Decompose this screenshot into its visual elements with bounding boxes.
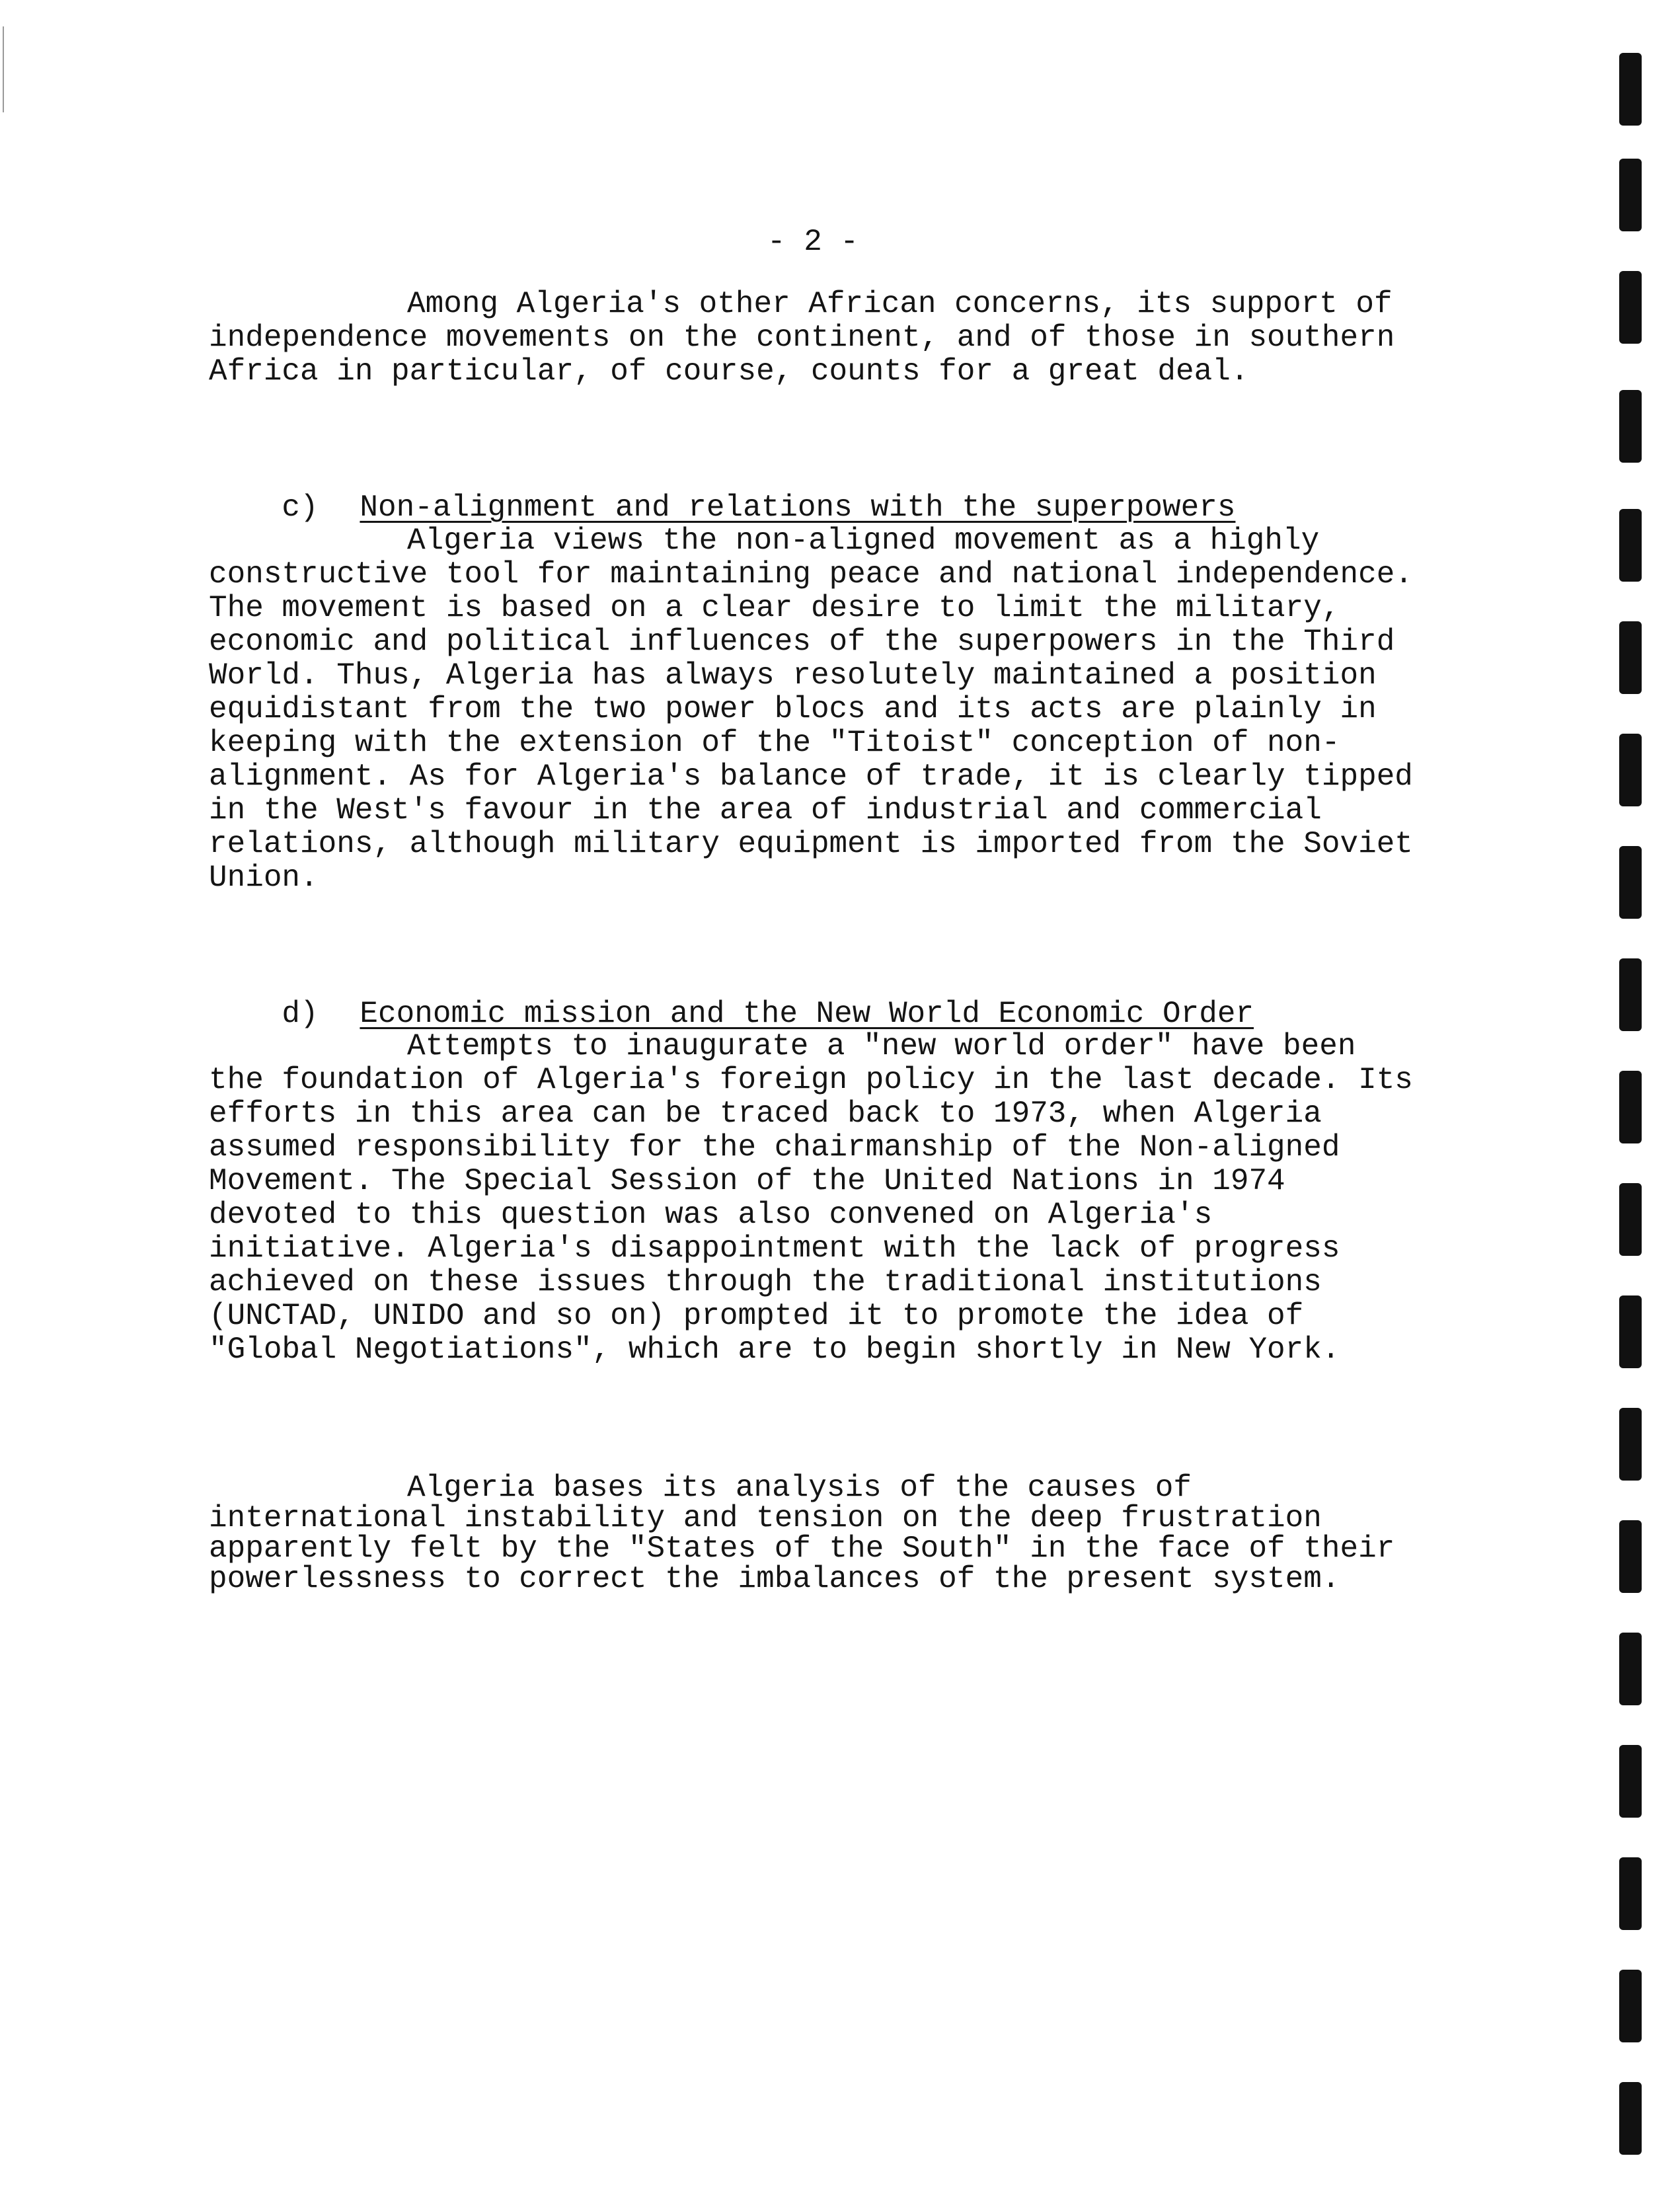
sprocket-hole [1619,53,1642,126]
paragraph-non-alignment [209,524,1418,895]
sprocket-hole [1619,1520,1642,1593]
section-title: Economic mission and the New World Economic Order [360,997,1254,1031]
sprocket-hole [1619,734,1642,806]
sprocket-hole [1619,271,1642,344]
sprocket-hole [1619,1745,1642,1818]
sprocket-hole [1619,958,1642,1031]
film-sprocket-strip [1619,40,1646,2194]
sprocket-hole [1619,1295,1642,1368]
sprocket-hole [1619,1970,1642,2042]
sprocket-hole [1619,390,1642,463]
sprocket-hole [1619,159,1642,231]
paragraph-text: Attempts to inaugurate a "new world order" have been the foundation of Algeria's foreign policy in the last decade. Its efforts in this area can be traced back to 1973, when Algeria assumed responsibility for the chairmanship of the Non-aligned Movement. The Special Session of the United Nations in 1974 devoted to this question was also convened on Algeria's initiative. Algeria's disappointment with the lack of progress achieved on these issues through the traditional institutions (UNCTAD, UNIDO and so on) prompted it to promote the idea of "Global Negotiations", which are to begin shortly in New York. [209,1029,1413,1367]
paragraph-african-concerns [209,288,1418,389]
paragraph-instability [209,1473,1418,1594]
section-letter: c) [282,490,319,525]
sprocket-hole [1619,1071,1642,1143]
section-title: Non-alignment and relations with the superpowers [360,490,1236,525]
sprocket-hole [1619,509,1642,582]
sprocket-hole [1619,621,1642,694]
scan-edge-line [3,26,4,112]
paragraph-text: Among Algeria's other African concerns, its support of independence movements on the continent, and of those in southern Africa in particular, of course, counts for a great deal. [209,287,1395,389]
sprocket-hole [1619,846,1642,919]
sprocket-hole [1619,1633,1642,1705]
page-number: - 2 - [767,225,859,259]
sprocket-hole [1619,1183,1642,1256]
paragraph-text: Algeria views the non-aligned movement as a highly constructive tool for maintaining peace and national independence. The movement is based on a clear desire to limit the military, economic and political influences of the superpowers in the Third World. Thus, Algeria has always resolutely maintained a position equidistant from the two power blocs and its acts are plainly in keeping with the extension of the "Titoist" conception of non-alignment. As for Algeria's balance of trade, it is clearly tipped in the West's favour in the area of industrial and commercial relations, although military equipment is imported from the Soviet Union. [209,523,1413,895]
sprocket-hole [1619,2082,1642,2155]
paragraph-text: Algeria bases its analysis of the causes of international instability and tension on the deep frustration apparently felt by the "States of the South" in the face of their powerlessness to correct the imbalances of the present system. [209,1471,1395,1596]
sprocket-hole [1619,1408,1642,1481]
sprocket-hole [1619,1857,1642,1930]
section-letter: d) [282,997,319,1031]
paragraph-new-world-order [209,1030,1418,1367]
